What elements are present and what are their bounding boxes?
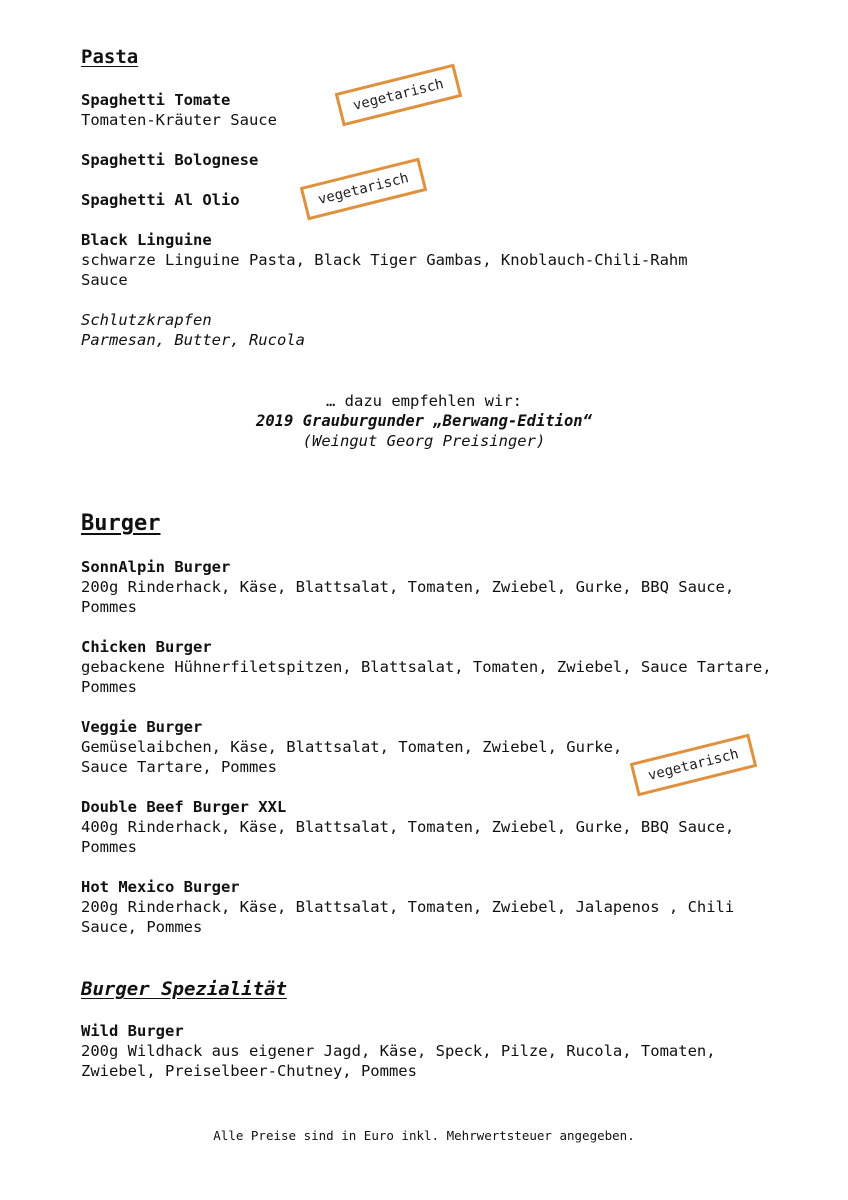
item-description: gebackene Hühnerfiletspitzen, Blattsalat, Tomaten, Zwiebel, Sauce Tartare, Pommes	[81, 658, 772, 696]
item-name: Black Linguine	[81, 231, 212, 249]
item-name: Spaghetti Tomate	[81, 91, 231, 109]
vegetarian-stamp: vegetarisch	[630, 734, 757, 797]
item-description: Gemüselaibchen, Käse, Blattsalat, Tomaten, Zwiebel, Gurke, Sauce Tartare, Pommes	[81, 738, 623, 776]
recommend-intro: … dazu empfehlen wir:	[326, 392, 522, 410]
menu-item-chicken-burger	[81, 637, 781, 697]
item-description: 200g Rinderhack, Käse, Blattsalat, Tomaten, Zwiebel, Jalapenos , Chili Sauce, Pommes	[81, 898, 735, 936]
vegetarian-stamp: vegetarisch	[300, 158, 427, 221]
menu-item-spaghetti-bolognese	[81, 150, 781, 170]
item-name: Spaghetti Bolognese	[81, 151, 259, 169]
menu-item-spaghetti-al-olio	[81, 190, 781, 210]
menu-item-schlutzkrapfen	[81, 310, 781, 350]
item-name: Veggie Burger	[81, 718, 203, 736]
item-name: Schlutzkrapfen	[81, 311, 212, 329]
item-description: schwarze Linguine Pasta, Black Tiger Gambas, Knoblauch-Chili-Rahm Sauce	[81, 251, 688, 289]
menu-item-double-beef-burger	[81, 797, 761, 857]
menu-item-black-linguine	[81, 230, 721, 290]
item-name: Double Beef Burger XXL	[81, 798, 287, 816]
item-description: 200g Rinderhack, Käse, Blattsalat, Tomaten, Zwiebel, Gurke, BBQ Sauce, Pommes	[81, 578, 735, 616]
item-description: Parmesan, Butter, Rucola	[81, 331, 305, 349]
price-footer-note: Alle Preise sind in Euro inkl. Mehrwertsteuer angegeben.	[213, 1128, 635, 1143]
item-name: Chicken Burger	[81, 638, 212, 656]
item-name: Hot Mexico Burger	[81, 878, 240, 896]
wine-recommendation	[0, 391, 848, 451]
menu-item-hot-mexico-burger	[81, 877, 761, 937]
menu-item-wild-burger	[81, 1021, 741, 1081]
section-title-burger: Burger	[81, 511, 161, 536]
item-name: Wild Burger	[81, 1022, 184, 1040]
menu-item-sonnalpin-burger	[81, 557, 761, 617]
item-description: Tomaten-Kräuter Sauce	[81, 111, 277, 129]
item-description: 200g Wildhack aus eigener Jagd, Käse, Speck, Pilze, Rucola, Tomaten, Zwiebel, Preiselbeer-Chutney, Pommes	[81, 1042, 716, 1080]
section-title-pasta: Pasta	[81, 46, 139, 68]
item-name: Spaghetti Al Olio	[81, 191, 240, 209]
menu-item-veggie-burger	[81, 717, 641, 777]
vegetarian-stamp: vegetarisch	[335, 64, 462, 127]
recommend-wine: 2019 Grauburgunder „Berwang-Edition“	[256, 412, 592, 430]
item-name: SonnAlpin Burger	[81, 558, 231, 576]
item-description: 400g Rinderhack, Käse, Blattsalat, Tomaten, Zwiebel, Gurke, BBQ Sauce, Pommes	[81, 818, 735, 856]
recommend-winery: (Weingut Georg Preisinger)	[302, 432, 546, 450]
section-title-burger-spezialitaet: Burger Spezialität	[81, 978, 287, 1000]
